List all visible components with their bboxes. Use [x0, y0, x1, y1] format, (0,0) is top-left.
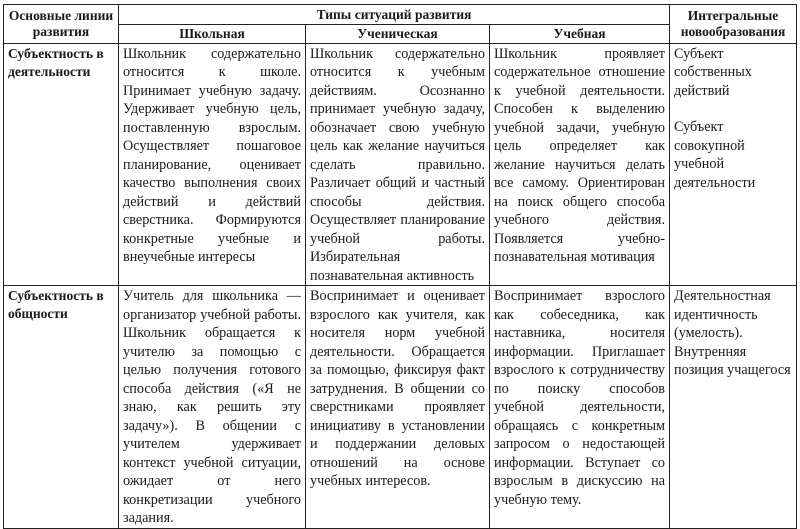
- cell-community-integral: [670, 286, 797, 529]
- table-row: [4, 43, 797, 286]
- header-situation-types: Типы ситуаций развития: [119, 5, 670, 25]
- row-label-community: Субъектность в общности: [4, 286, 119, 529]
- integral-item: Деятельностная идентичность (умелость). Внутренняя позиция учащегося: [674, 288, 791, 378]
- integral-item: Субъект собственных действий: [674, 45, 752, 99]
- header-school: Школьная: [119, 25, 306, 44]
- cell-activity-integral: [670, 43, 797, 286]
- table-row: [4, 286, 797, 529]
- header-main-lines: Основные линии развития: [4, 5, 119, 44]
- development-table: [3, 4, 797, 529]
- cell-community-school: Учитель для школьника — организатор учебной работы. Школьник обращается к учителю за помощью с целью получения готового способа действия («Я не знаю, как решить эту задачу»). В общении с учителем удерживает контекст учебной ситуации, ожидает от него конкретизации учебного задания.: [119, 286, 306, 529]
- header-pupil: Ученическая: [306, 25, 490, 44]
- header-integral: Интегральные новообразования: [670, 5, 797, 44]
- cell-activity-school: Школьник содержательно относится к школе. Принимает учебную задачу. Удерживает учебную цель, поставленную взрослым. Осуществляет пошаговое планирование, оценивает качество выполнения своих действий и действий сверстника. Формируются конкретные учебные и внеучебные интересы: [119, 43, 306, 286]
- cell-activity-learning: Школьник проявляет содержательное отношение к учебной деятельности. Способен к выделению учебной задачи, учебную цель определяет как желание научиться делать все самому. Ориентирован на поиск общего способа учебного действия. Появляется учебно-познавательная мотивация: [490, 43, 670, 286]
- cell-activity-pupil: Школьник содержательно относится к учебным действиям. Осознанно принимает учебную задачу, обозначает свою учебную цель как желание научиться сделать правильно. Различает общий и частный способы действия. Осуществляет планирование учебной работы. Избирательная познавательная активность: [306, 43, 490, 286]
- header-row-top: [4, 5, 797, 25]
- header-learning: Учебная: [490, 25, 670, 44]
- row-label-activity: Субъектность в деятельности: [4, 43, 119, 286]
- cell-community-pupil: Воспринимает и оценивает взрослого как учителя, как носителя норм учебной деятельности. Обращается за помощью, фиксируя факт затруднения. В общении со сверстниками проявляет инициативу в установлении и поддержании деловых отношений на основе учебных интересов.: [306, 286, 490, 529]
- cell-community-learning: Воспринимает взрослого как собеседника, как наставника, носителя информации. Приглашает взрослого к сотрудничеству по поиску способов учебной деятельности, обращаясь с конкретным запросом о недостающей информации. Вступает со взрослым в дискуссию на учебную тему.: [490, 286, 670, 529]
- integral-item: Субъект совокупной учебной деятельности: [674, 119, 756, 191]
